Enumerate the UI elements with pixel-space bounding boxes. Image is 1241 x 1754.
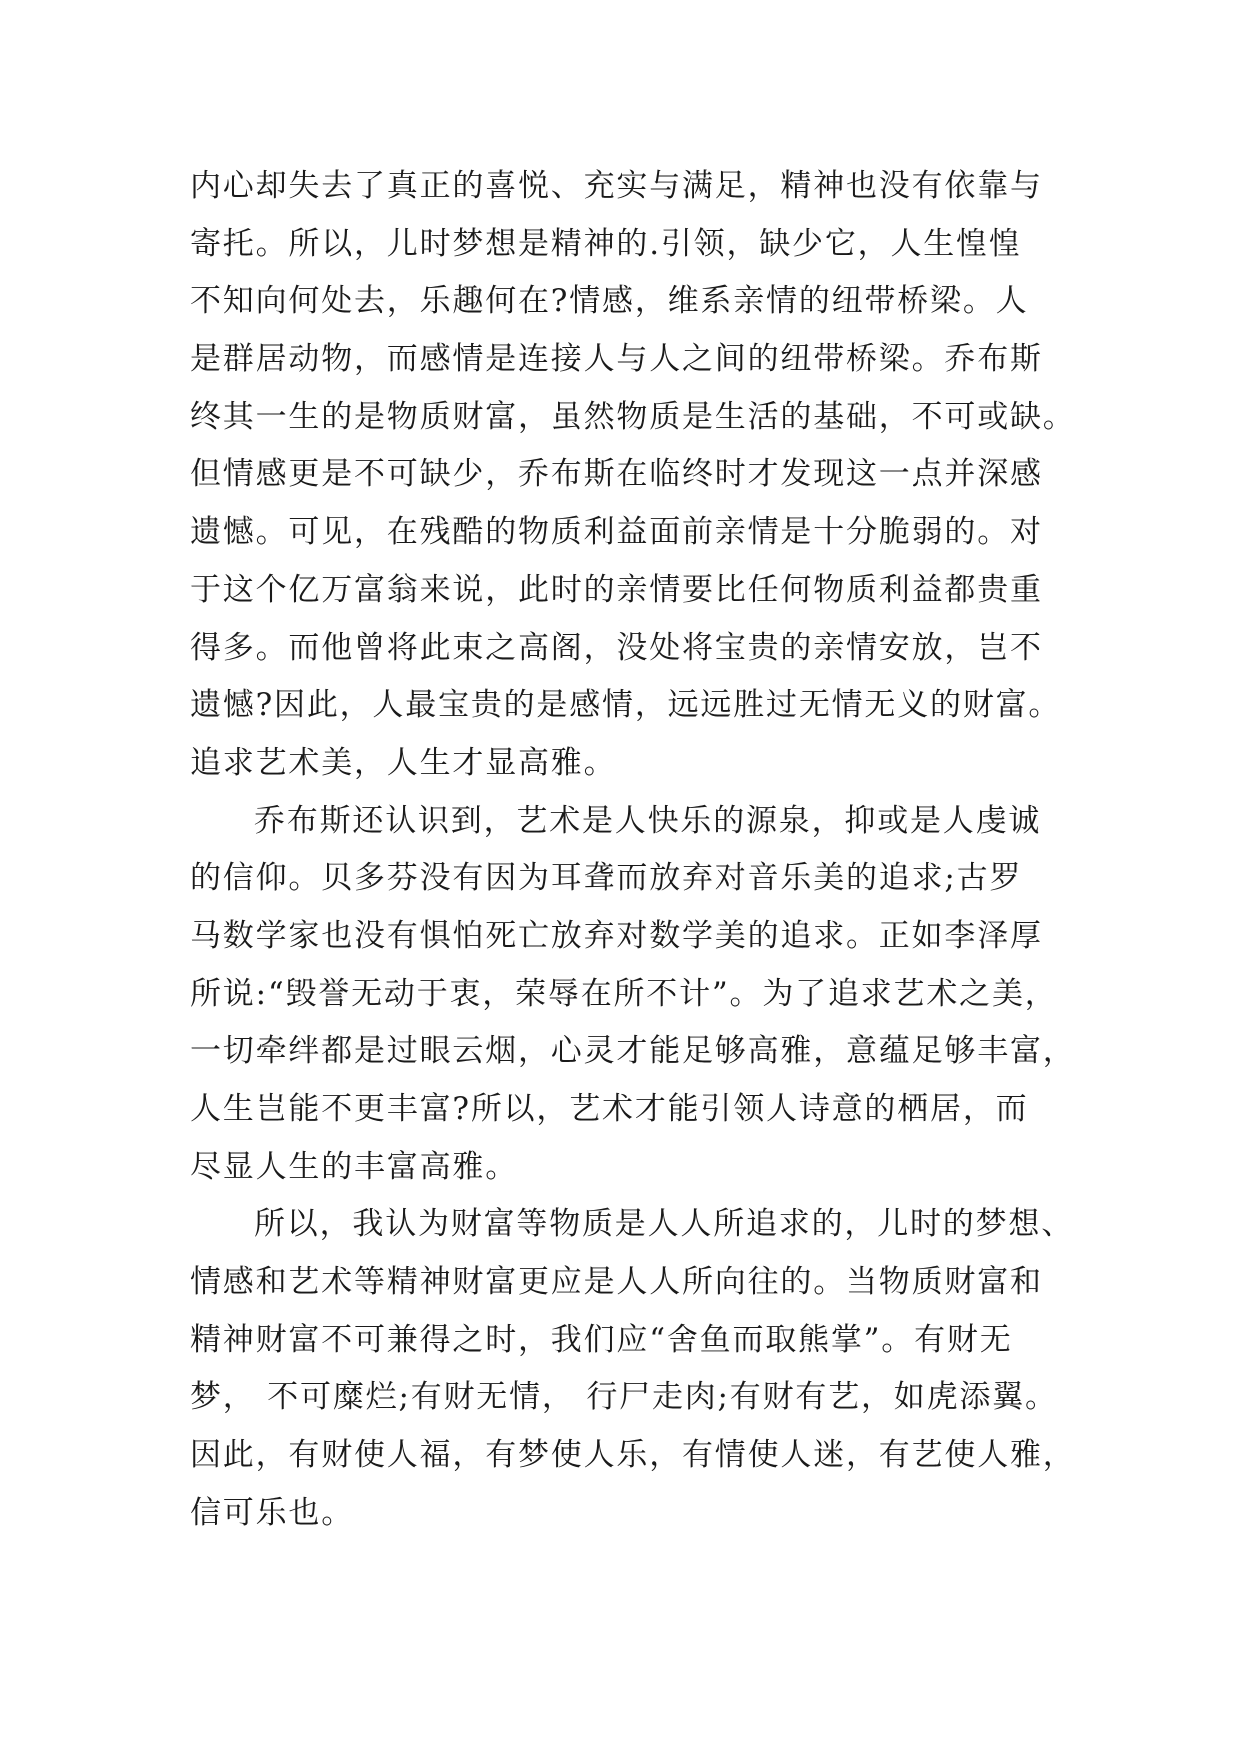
paragraph-3 xyxy=(190,1196,1076,1542)
text-line: 寄托。所以，儿时梦想是精神的.引领，缺少它，人生惶惶 xyxy=(190,225,1022,262)
text-line: 人生岂能不更丰富?所以，艺术才能引领人诗意的栖居，而 xyxy=(190,1091,1029,1127)
text-line: 是群居动物，而感情是连接人与人之间的纽带桥梁。乔布斯 xyxy=(190,341,1043,378)
text-line: 得多。而他曾将此束之高阁，没处将宝贵的亲情安放，岂不 xyxy=(190,629,1043,666)
text-line: 不知向何处去，乐趣何在?情感，维系亲情的纽带桥梁。人 xyxy=(190,283,1029,320)
text-line: 一切牵绊都是过眼云烟，心灵才能足够高雅，意蕴足够丰富， xyxy=(190,1033,1076,1070)
text-line: 乔布斯还认识到，艺术是人快乐的源泉，抑或是人虔诚 xyxy=(254,802,1042,839)
text-line: 信可乐也。 xyxy=(190,1494,354,1531)
text-line: 精神财富不可兼得之时，我们应“舍鱼而取熊掌”。有财无 xyxy=(190,1321,1013,1358)
text-line: 梦， 不可糜烂;有财无情， 行尸走肉;有财有艺，如虎添翼。 xyxy=(190,1379,1058,1416)
paragraph-1 xyxy=(190,158,1076,793)
text-line: 马数学家也没有惧怕死亡放弃对数学美的追求。正如李泽厚 xyxy=(190,917,1043,954)
text-line: 终其一生的是物质财富，虽然物质是生活的基础，不可或缺。 xyxy=(190,398,1076,435)
text-line: 所说:“毁誉无动于衷，荣辱在所不计”。为了追求艺术之美， xyxy=(190,975,1058,1012)
text-line: 的信仰。贝多芬没有因为耳聋而放弃对音乐美的追求;古罗 xyxy=(190,860,1023,897)
text-line: 因此，有财使人福，有梦使人乐，有情使人迷，有艺使人雅， xyxy=(190,1437,1076,1474)
text-line: 尽显人生的丰富高雅。 xyxy=(190,1148,518,1185)
text-line: 遗憾。可见，在残酷的物质利益面前亲情是十分脆弱的。对 xyxy=(190,514,1043,551)
text-line: 所以，我认为财富等物质是人人所追求的，儿时的梦想、 xyxy=(254,1206,1074,1243)
text-line: 于这个亿万富翁来说，此时的亲情要比任何物质利益都贵重 xyxy=(190,571,1043,608)
paragraph-2 xyxy=(190,793,1076,1197)
text-line: 情感和艺术等精神财富更应是人人所向往的。当物质财富和 xyxy=(190,1264,1043,1301)
text-line: 追求艺术美，人生才显高雅。 xyxy=(190,744,617,781)
text-line: 遗憾?因此，人最宝贵的是感情，远远胜过无情无义的财富。 xyxy=(190,687,1062,724)
body-text xyxy=(190,158,1076,1543)
text-line: 内心却失去了真正的喜悦、充实与满足，精神也没有依靠与 xyxy=(190,168,1043,204)
text-line: 但情感更是不可缺少，乔布斯在临终时才发现这一点并深感 xyxy=(190,456,1043,493)
